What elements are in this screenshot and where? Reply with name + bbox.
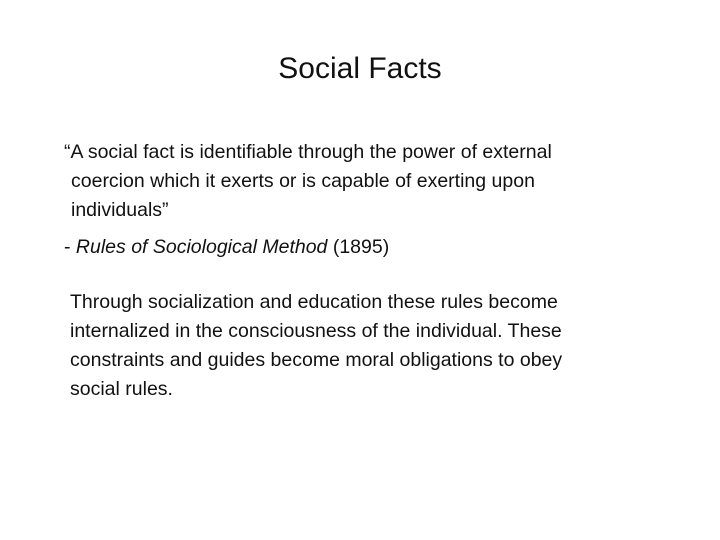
explanation-paragraph bbox=[70, 288, 650, 404]
citation-year: (1895) bbox=[327, 236, 390, 258]
paragraph-line: Through socialization and education these rules become bbox=[70, 291, 558, 313]
paragraph-line: social rules. bbox=[70, 378, 173, 400]
citation-prefix: - bbox=[64, 236, 76, 258]
quote-line: coercion which it exerts or is capable of exerting upon bbox=[71, 170, 535, 192]
quote-line: individuals” bbox=[71, 199, 169, 221]
paragraph-line: internalized in the consciousness of the individual. These bbox=[70, 320, 562, 342]
quote-line: “A social fact is identifiable through the power of external bbox=[64, 141, 552, 163]
citation-book-title: Rules of Sociological Method bbox=[75, 236, 328, 258]
quote-block bbox=[64, 138, 644, 225]
citation bbox=[64, 233, 644, 262]
paragraph-line: constraints and guides become moral obligations to obey bbox=[70, 349, 563, 371]
slide-title: Social Facts bbox=[278, 52, 442, 85]
